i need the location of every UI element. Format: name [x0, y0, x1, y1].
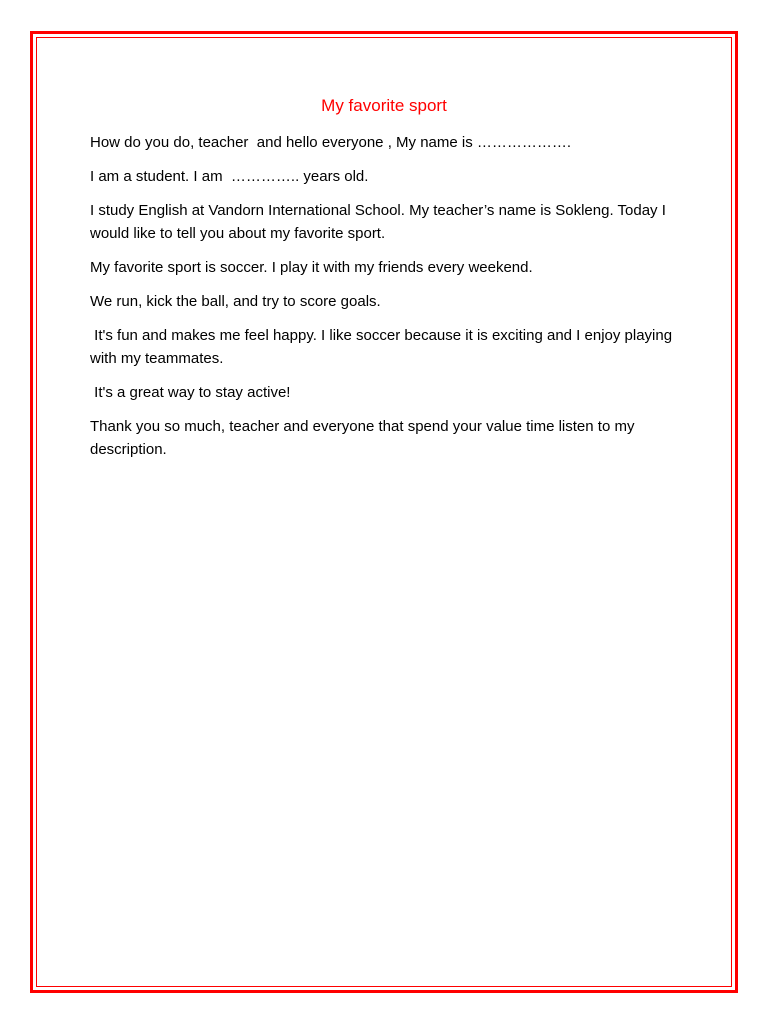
- paragraph-favorite-sport: My favorite sport is soccer. I play it with my friends every weekend.: [90, 259, 533, 276]
- paragraph-thanks: Thank you so much, teacher and everyone that spend your value time listen to my description.: [90, 418, 639, 458]
- paragraph-school: I study English at Vandorn International School. My teacher’s name is Sokleng. Today I would like to tell you about my favorite sport.: [90, 202, 671, 242]
- paragraph-age: I am a student. I am ………….. years old.: [90, 168, 369, 185]
- paragraph-greeting: How do you do, teacher and hello everyone , My name is ……………….: [90, 134, 572, 151]
- document-title: My favorite sport: [321, 96, 447, 115]
- paragraph-stay-active: It's a great way to stay active!: [90, 384, 291, 401]
- paragraph-reasons: It's fun and makes me feel happy. I like soccer because it is exciting and I enjoy playing with my teammates.: [90, 327, 677, 367]
- paragraph-activities: We run, kick the ball, and try to score goals.: [90, 293, 381, 310]
- document-body: [90, 94, 690, 472]
